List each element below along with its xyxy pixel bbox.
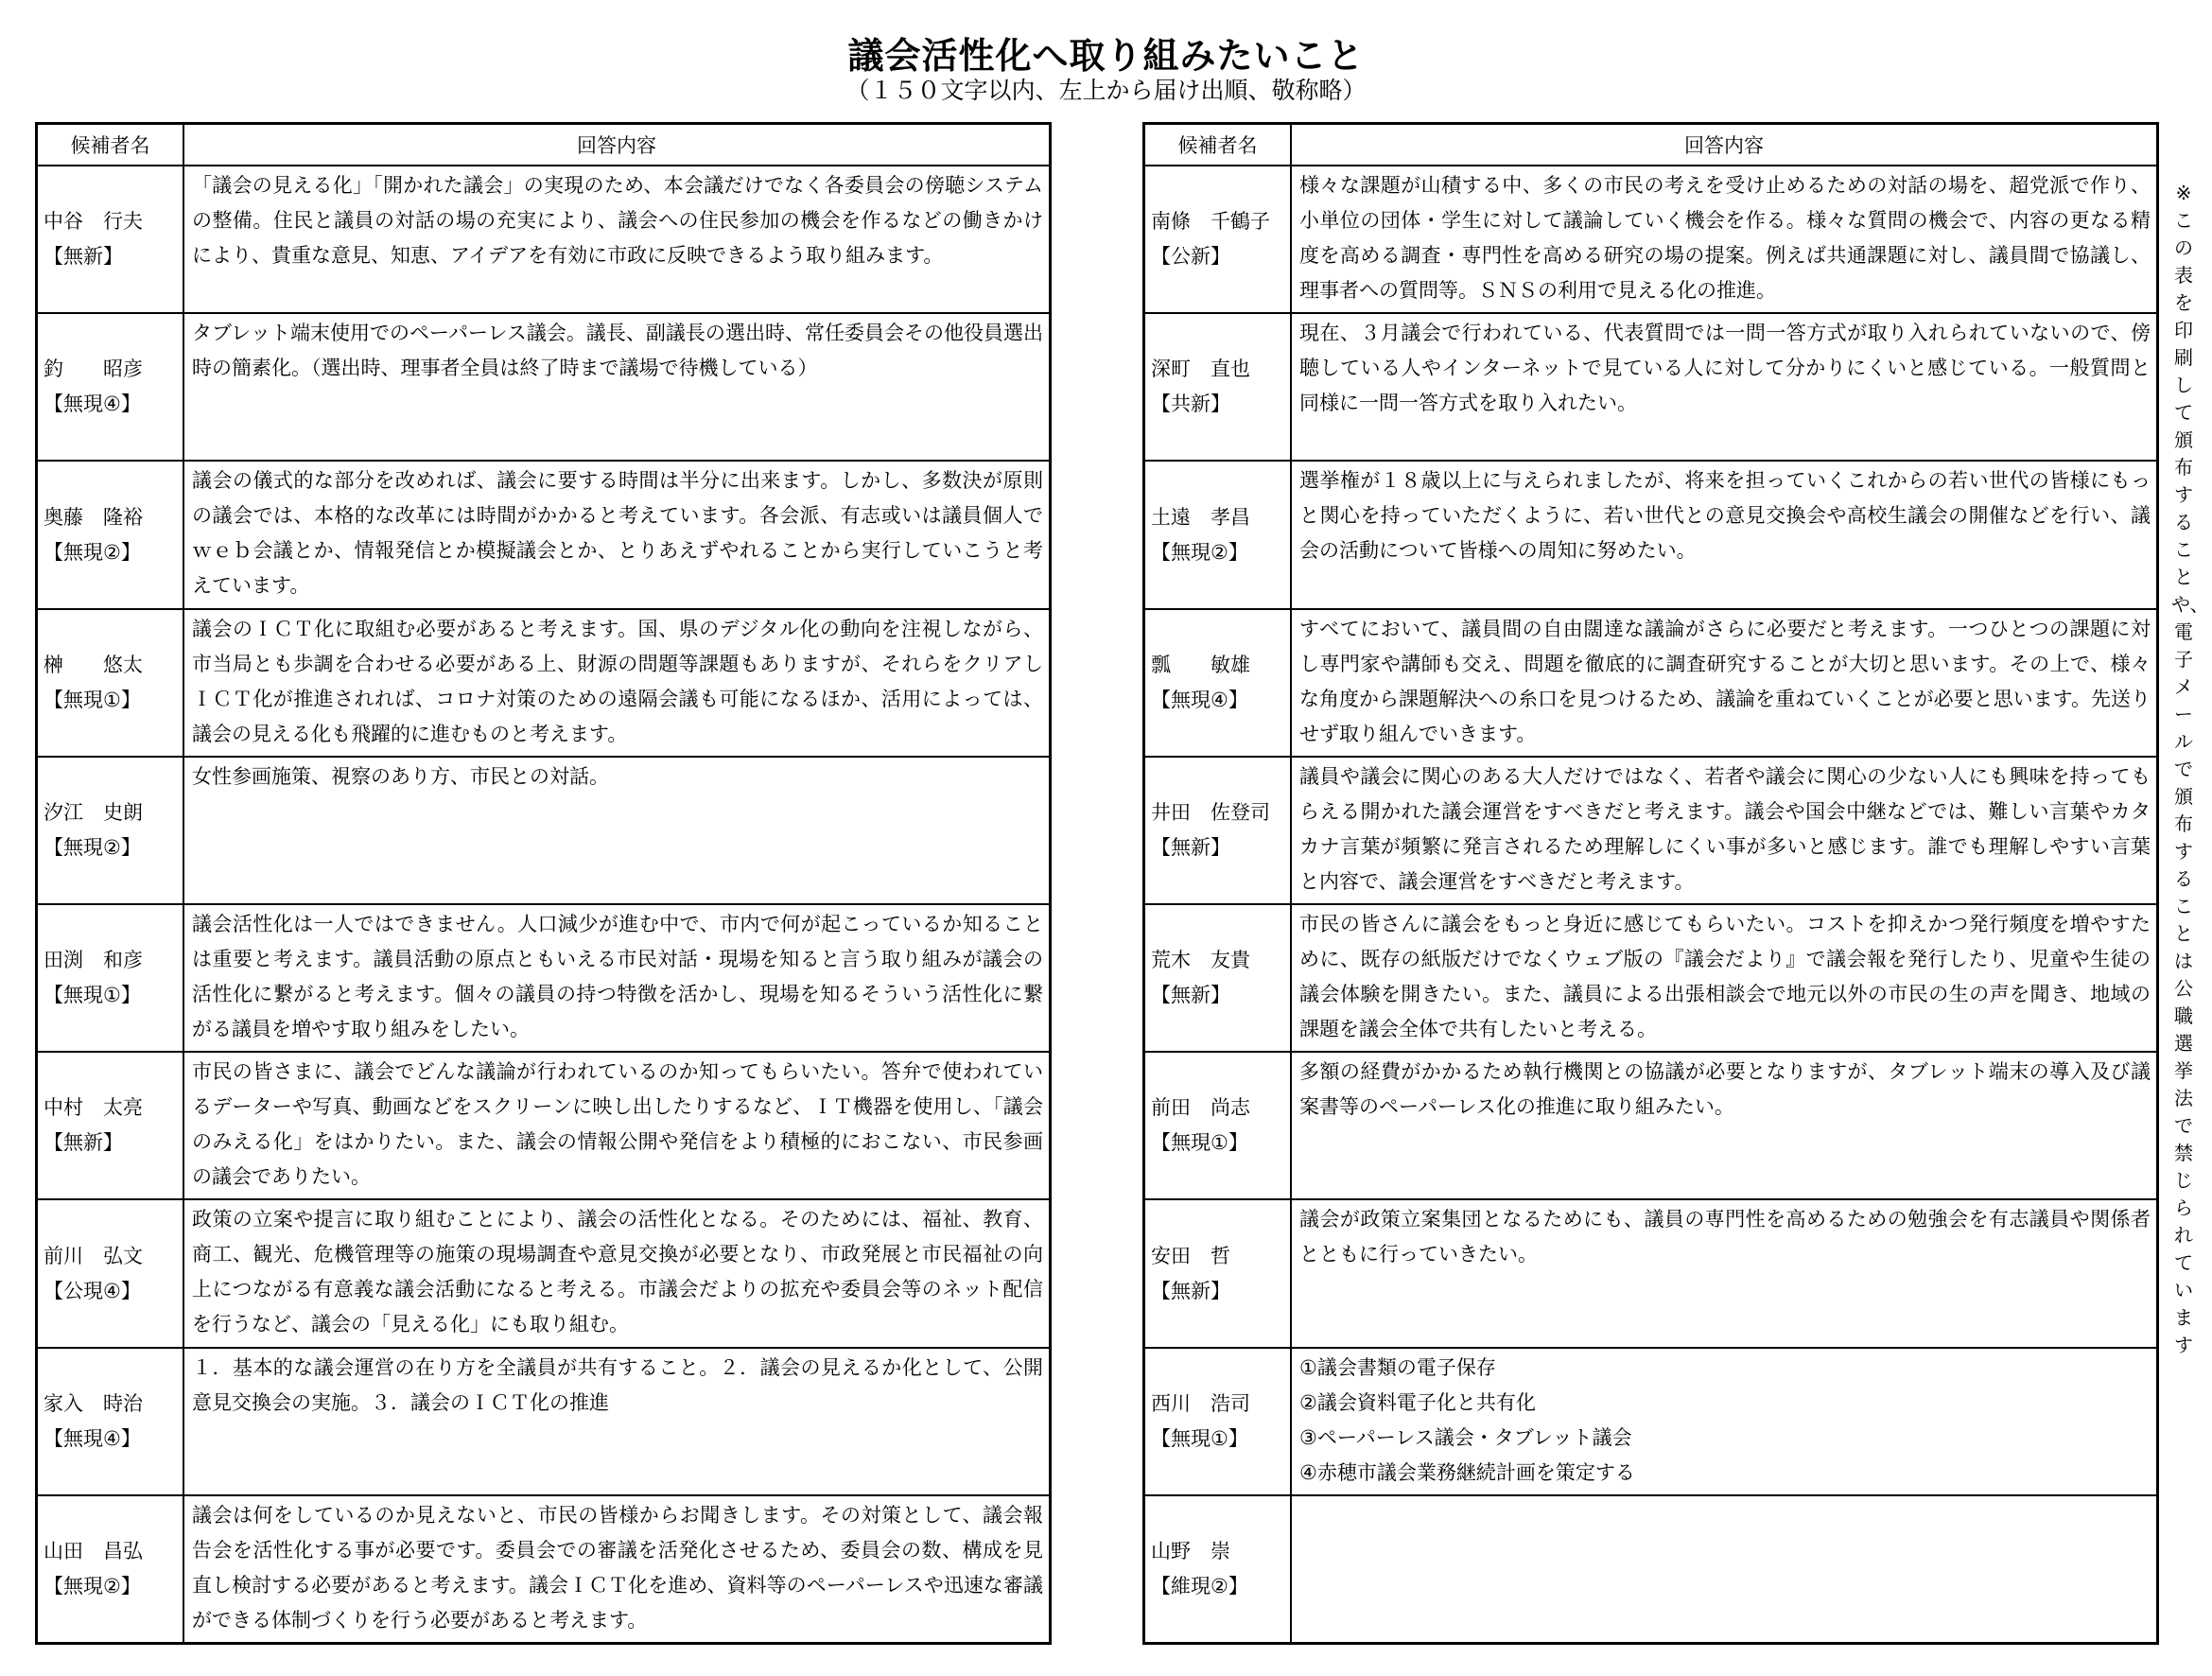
candidate-name: 荒木 友貴 bbox=[1151, 949, 1250, 972]
table-row bbox=[38, 314, 1049, 462]
table-header bbox=[1145, 125, 2156, 166]
answer-cell: 政策の立案や提言に取り組むことにより、議会の活性化となる。そのためには、福祉、教育、商工、観光、危機管理等の施策の現場調査や意見交換が必要となり、市政発展と市民福祉の向上につながる有意義な議会活動になると考える。市議会だよりの拡充や委員会等のネット配信を行うなど、議会の「見える化」にも取り組む。 bbox=[192, 1208, 1043, 1336]
table-row bbox=[1145, 1200, 2156, 1348]
candidate-name: 田渕 和彦 bbox=[44, 949, 143, 972]
candidate-cell bbox=[38, 905, 184, 1051]
table-row bbox=[1145, 905, 2156, 1053]
candidate-cell bbox=[38, 758, 184, 903]
answer-cell: 市民の皆さまに、議会でどんな議論が行われているのか知ってもらいたい。答弁で使われているデーターや写真、動画などをスクリーンに映し出したりするなど、ＩＴ機器を使用し、「議会のみえる化」をはかりたい。また、議会の情報公開や発信をより積極的におこない、市民参画の議会でありたい。 bbox=[192, 1060, 1043, 1189]
table-row bbox=[1145, 462, 2156, 609]
candidate-name: 井田 佐登司 bbox=[1151, 800, 1270, 824]
candidate-name: 中谷 行夫 bbox=[44, 210, 143, 234]
candidate-party: 【無現①】 bbox=[1151, 1131, 1248, 1155]
table-row bbox=[1145, 1053, 2156, 1200]
candidate-name: 山田 昌弘 bbox=[44, 1539, 143, 1563]
candidate-cell bbox=[1145, 1349, 1292, 1494]
table-row bbox=[1145, 1496, 2156, 1642]
answer-list-item: ④赤穂市議会業務継続計画を策定する bbox=[1299, 1460, 1635, 1484]
answer-cell: 選挙権が１８歳以上に与えられましたが、将来を担っていくこれからの若い世代の皆様にもっと関心を持っていただくように、若い世代との意見交換会や高校生議会の開催などを行い、議会の活動について皆様への周知に努めたい。 bbox=[1299, 469, 2151, 563]
table-row bbox=[38, 610, 1049, 758]
candidate-party: 【無新】 bbox=[1151, 984, 1230, 1007]
table-row bbox=[38, 905, 1049, 1053]
answer-cell: すべてにおいて、議員間の自由闊達な議論がさらに必要だと考えます。一つひとつの課題に対し専門家や講師も交え、問題を徹底的に調査研究することが大切と思います。その上で、様々な角度から課題解決への糸口を見つけるため、議論を重ねていくことが必要と思います。先送りせず取り組んでいきます。 bbox=[1299, 617, 2151, 745]
table-row bbox=[38, 1053, 1049, 1200]
table-header bbox=[38, 125, 1049, 166]
table-row bbox=[1145, 166, 2156, 314]
candidate-name: 安田 哲 bbox=[1151, 1244, 1230, 1267]
table-row bbox=[38, 462, 1049, 609]
answer-cell: タブレット端末使用でのペーパーレス議会。議長、副議長の選出時、常任委員会その他役員選出時の簡素化。（選出時、理事者全員は終了時まで議場で待機している） bbox=[192, 322, 1043, 380]
candidate-name: 南條 千鶴子 bbox=[1151, 210, 1270, 234]
candidate-name: 西川 浩司 bbox=[1151, 1391, 1250, 1415]
candidate-party: 【維現②】 bbox=[1151, 1574, 1248, 1597]
candidate-cell bbox=[38, 1200, 184, 1346]
answer-cell bbox=[1292, 1496, 2156, 1642]
candidates-table-left bbox=[35, 122, 1052, 1645]
candidate-name: 榊 悠太 bbox=[44, 653, 143, 676]
candidate-name: 汐江 史朗 bbox=[44, 800, 143, 824]
answer-cell bbox=[1292, 1349, 2156, 1494]
candidate-party: 【無新】 bbox=[44, 1131, 123, 1155]
candidate-name: 中村 太亮 bbox=[44, 1096, 143, 1120]
answer-cell: 多額の経費がかかるため執行機関との協議が必要となりますが、タブレット端末の導入及び議案書等のペーパーレス化の推進に取り組みたい。 bbox=[1299, 1060, 2151, 1119]
candidate-cell bbox=[38, 314, 184, 460]
candidate-name: 奥藤 隆裕 bbox=[44, 505, 143, 529]
table-row bbox=[1145, 610, 2156, 758]
candidate-party: 【共新】 bbox=[1151, 393, 1230, 416]
candidate-party: 【公現④】 bbox=[44, 1279, 141, 1302]
answer-cell: 議会の儀式的な部分を改めれば、議会に要する時間は半分に出来ます。しかし、多数決が原則の議会では、本格的な改革には時間がかかると考えています。各会派、有志或いは議員個人でｗｅｂ会議とか、情報発信とか模擬議会とか、とりあえずやれることから実行していこうと考えています。 bbox=[192, 469, 1043, 598]
table-row bbox=[38, 1200, 1049, 1348]
candidate-party: 【無現④】 bbox=[44, 393, 141, 416]
answer-cell: 現在、３月議会で行われている、代表質問では一問一答方式が取り入れられていないので、傍聴している人やインターネットで見ている人に対して分かりにくいと感じている。一般質問と同様に一問一答方式を取り入れたい。 bbox=[1299, 322, 2151, 415]
table-row bbox=[1145, 758, 2156, 905]
candidate-cell bbox=[1145, 314, 1292, 460]
candidate-cell bbox=[38, 462, 184, 607]
side-note: ※この表を印刷して頒布することや、電子メールで頒布することは公職選挙法で禁じられています bbox=[2171, 182, 2209, 1356]
candidate-name: 山野 崇 bbox=[1151, 1539, 1230, 1563]
header-candidate-name: 候補者名 bbox=[1145, 125, 1292, 165]
candidate-cell bbox=[38, 166, 184, 312]
candidate-party: 【無現②】 bbox=[1151, 540, 1248, 564]
candidate-cell bbox=[1145, 1496, 1292, 1642]
page-subtitle: （１５０文字以内、左上から届け出順、敬称略） bbox=[845, 77, 1367, 104]
table-row bbox=[38, 758, 1049, 905]
candidate-party: 【無現①】 bbox=[44, 688, 141, 711]
candidate-name: 深町 直也 bbox=[1151, 358, 1250, 381]
candidate-cell bbox=[38, 1496, 184, 1642]
header-answer: 回答内容 bbox=[1684, 134, 1764, 157]
page-title: 議会活性化へ取り組みたいこと bbox=[847, 35, 1365, 77]
candidate-name: 土遠 孝昌 bbox=[1151, 505, 1250, 529]
candidate-cell bbox=[38, 1349, 184, 1494]
candidate-cell bbox=[1145, 1200, 1292, 1346]
candidate-cell bbox=[1145, 462, 1292, 607]
answer-cell: 様々な課題が山積する中、多くの市民の考えを受け止めるための対話の場を、超党派で作り、小単位の団体・学生に対して議論していく機会を作る。様々な質問の機会で、内容の更なる精度を高める調査・専門性を高める研究の場の提案。例えば共通課題に対し、議員間で協議し、理事者への質問等。ＳＮＳの利用で見える化の推進。 bbox=[1299, 174, 2151, 302]
candidate-party: 【無新】 bbox=[44, 245, 123, 269]
answer-list-item: ③ペーパーレス議会・タブレット議会 bbox=[1299, 1425, 1632, 1449]
table-row bbox=[38, 1349, 1049, 1496]
answer-cell: 議員や議会に関心のある大人だけではなく、若者や議会に関心の少ない人にも興味を持ってもらえる開かれた議会運営をすべきだと考えます。議会や国会中継などでは、難しい言葉やカタカナ言葉が頻繁に発言されるため理解しにくい事が多いと感じます。誰でも理解しやすい言葉と内容で、議会運営をすべきだと考えます。 bbox=[1299, 764, 2151, 893]
table-row bbox=[1145, 314, 2156, 462]
candidate-name: 前田 尚志 bbox=[1151, 1096, 1250, 1120]
candidate-name: 家入 時治 bbox=[44, 1391, 143, 1415]
candidate-cell bbox=[38, 1053, 184, 1198]
table-row bbox=[38, 166, 1049, 314]
candidate-party: 【無新】 bbox=[1151, 1279, 1230, 1302]
candidate-party: 【公新】 bbox=[1151, 245, 1230, 269]
candidate-party: 【無現②】 bbox=[44, 540, 141, 564]
candidate-party: 【無現②】 bbox=[44, 1574, 141, 1597]
answer-list-item: ②議会資料電子化と共有化 bbox=[1299, 1390, 1536, 1414]
candidate-cell bbox=[1145, 610, 1292, 756]
candidates-table-right bbox=[1142, 122, 2159, 1645]
candidate-party: 【無現①】 bbox=[1151, 1426, 1248, 1450]
candidate-name: 釣 昭彦 bbox=[44, 358, 143, 381]
answer-cell: 市民の皆さんに議会をもっと身近に感じてもらいたい。コストを抑えかつ発行頻度を増やすために、既存の紙版だけでなくウェブ版の『議会だより』で議会報を発行したり、児童や生徒の議会体験を開きたい。また、議員による出張相談会で地元以外の市民の生の声を聞き、地域の課題を議会全体で共有したいと考える。 bbox=[1299, 913, 2151, 1041]
candidate-party: 【無現②】 bbox=[44, 835, 141, 859]
candidate-name: 瓢 敏雄 bbox=[1151, 653, 1250, 676]
answer-cell: 「議会の見える化」「開かれた議会」の実現のため、本会議だけでなく各委員会の傍聴システムの整備。住民と議員の対話の場の充実により、議会への住民参加の機会を作るなどの働きかけにより、貴重な意見、知恵、アイデアを有効に市政に反映できるよう取り組みます。 bbox=[192, 174, 1043, 267]
candidate-party: 【無現①】 bbox=[44, 984, 141, 1007]
header-answer: 回答内容 bbox=[577, 134, 656, 157]
candidate-party: 【無現④】 bbox=[44, 1426, 141, 1450]
candidate-cell bbox=[1145, 166, 1292, 312]
candidate-party: 【無新】 bbox=[1151, 835, 1230, 859]
candidate-cell bbox=[1145, 758, 1292, 903]
header-candidate-name: 候補者名 bbox=[38, 125, 184, 165]
answer-cell: 女性参画施策、視察のあり方、市民との対話。 bbox=[192, 764, 609, 788]
candidate-name: 前川 弘文 bbox=[44, 1244, 143, 1267]
candidate-cell bbox=[38, 610, 184, 756]
candidate-cell bbox=[1145, 905, 1292, 1051]
answer-list-item: ①議会書類の電子保存 bbox=[1299, 1355, 1496, 1379]
answer-cell: １．基本的な議会運営の在り方を全議員が共有すること。２．議会の見えるか化として、公開意見交換会の実施。３．議会のＩＣＴ化の推進 bbox=[192, 1355, 1043, 1414]
candidate-party: 【無現④】 bbox=[1151, 688, 1248, 711]
table-row bbox=[38, 1496, 1049, 1642]
table-row bbox=[1145, 1349, 2156, 1496]
answer-cell: 議会活性化は一人ではできません。人口減少が進む中で、市内で何が起こっているか知ることは重要と考えます。議員活動の原点ともいえる市民対話・現場を知ると言う取り組みが議会の活性化に繋がると考えます。個々の議員の持つ特徴を活かし、現場を知るそういう活性化に繋がる議員を増やす取り組みをしたい。 bbox=[192, 913, 1043, 1041]
candidate-cell bbox=[1145, 1053, 1292, 1198]
answer-cell: 議会が政策立案集団となるためにも、議員の専門性を高めるための勉強会を有志議員や関係者とともに行っていきたい。 bbox=[1299, 1208, 2151, 1266]
answer-cell: 議会のＩＣＴ化に取組む必要があると考えます。国、県のデジタル化の動向を注視しながら、市当局とも歩調を合わせる必要がある上、財源の問題等課題もありますが、それらをクリアしＩＣＴ化が推進されれば、コロナ対策のための遠隔会議も可能になるほか、活用によっては、議会の見える化も飛躍的に進むものと考えます。 bbox=[192, 617, 1043, 745]
answer-cell: 議会は何をしているのか見えないと、市民の皆様からお聞きします。その対策として、議会報告会を活性化する事が必要です。委員会での審議を活発化させるため、委員会の数、構成を見直し検討する必要があると考えます。議会ＩＣＴ化を進め、資料等のペーパーレスや迅速な審議ができる体制づくりを行う必要があると考えます。 bbox=[192, 1503, 1043, 1632]
